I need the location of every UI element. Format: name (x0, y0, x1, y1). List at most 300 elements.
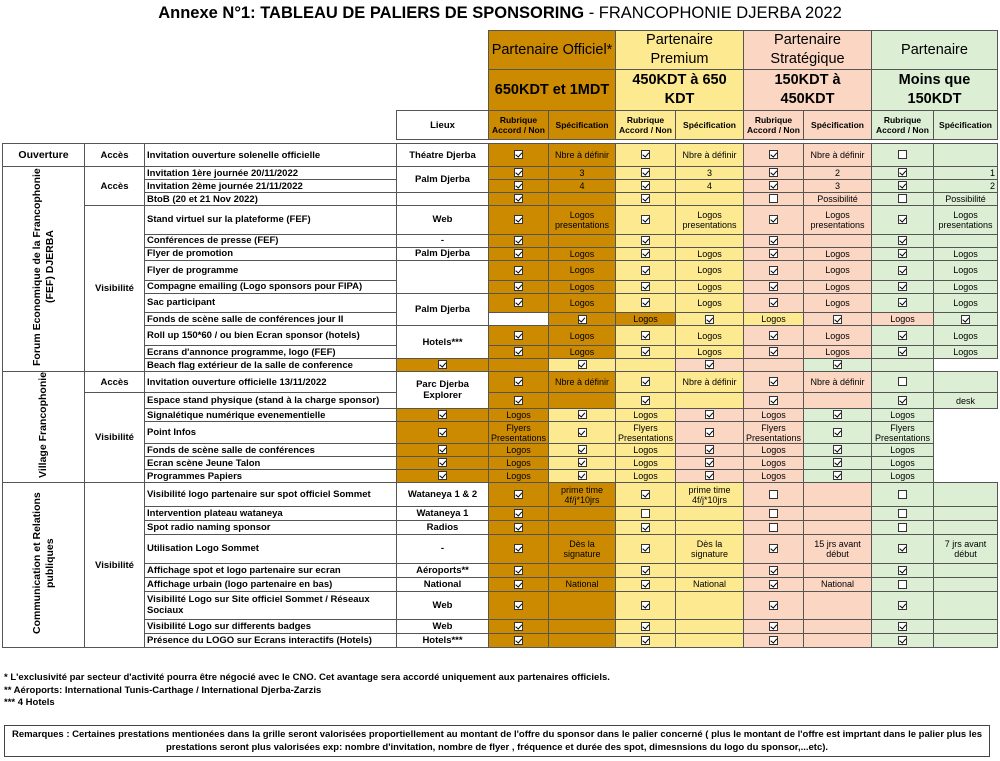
accord-checkbox[interactable] (616, 563, 676, 577)
location-cell (397, 260, 489, 293)
checked-box-icon[interactable] (578, 445, 587, 454)
item-label: Compagne emailing (Logo sponsors pour FIPA) (145, 280, 397, 293)
empty-box-icon[interactable] (641, 509, 650, 518)
accord-checkbox[interactable] (744, 393, 804, 409)
checked-box-icon[interactable] (514, 249, 523, 258)
accord-checkbox[interactable] (872, 206, 934, 235)
accord-checkbox[interactable] (549, 470, 616, 483)
accord-checkbox[interactable] (489, 634, 549, 648)
accord-checkbox[interactable] (549, 422, 616, 444)
table-row (3, 293, 998, 313)
checked-box-icon[interactable] (898, 236, 907, 245)
accord-checkbox[interactable] (744, 521, 804, 535)
checked-box-icon[interactable] (641, 282, 650, 291)
checked-box-icon[interactable] (769, 636, 778, 645)
accord-checkbox[interactable] (872, 293, 934, 313)
accord-checkbox[interactable] (744, 620, 804, 634)
accord-checkbox[interactable] (616, 346, 676, 359)
specification-cell: Logos (804, 293, 872, 313)
checked-box-icon[interactable] (514, 490, 523, 499)
accord-checkbox[interactable] (489, 260, 549, 280)
checked-box-icon[interactable] (705, 445, 714, 454)
checked-box-icon[interactable] (578, 428, 587, 437)
table-row (3, 620, 998, 634)
specification-cell: Logos (549, 326, 616, 346)
accord-checkbox[interactable] (872, 346, 934, 359)
accord-checkbox[interactable] (744, 577, 804, 591)
accord-checkbox[interactable] (489, 591, 549, 620)
specification-cell: Logos (934, 280, 998, 293)
checked-box-icon[interactable] (514, 215, 523, 224)
accord-checkbox[interactable] (872, 180, 934, 193)
accord-checkbox[interactable] (616, 634, 676, 648)
accord-checkbox[interactable] (744, 535, 804, 564)
checked-box-icon[interactable] (514, 580, 523, 589)
accord-checkbox[interactable] (489, 326, 549, 346)
accord-checkbox[interactable] (489, 507, 549, 521)
specification-cell: Logos (489, 444, 549, 457)
accord-checkbox[interactable] (872, 193, 934, 206)
checked-box-icon[interactable] (641, 636, 650, 645)
accord-checkbox[interactable] (489, 206, 549, 235)
footnote: *** 4 Hotels (4, 697, 55, 708)
accord-checkbox[interactable] (549, 313, 616, 326)
accord-checkbox[interactable] (744, 180, 804, 193)
table-row (3, 470, 998, 483)
accord-checkbox[interactable] (934, 313, 998, 326)
checked-box-icon[interactable] (641, 181, 650, 190)
accord-checkbox[interactable] (616, 393, 676, 409)
accord-checkbox[interactable] (489, 620, 549, 634)
accord-checkbox[interactable] (397, 457, 489, 470)
accord-checkbox[interactable] (804, 444, 872, 457)
tier-name-1: Partenaire Officiel* (489, 31, 616, 70)
table-row (3, 260, 998, 280)
accord-checkbox[interactable] (744, 234, 804, 247)
accord-checkbox[interactable] (616, 326, 676, 346)
empty-box-icon[interactable] (898, 490, 907, 499)
checked-box-icon[interactable] (641, 236, 650, 245)
accord-checkbox[interactable] (489, 193, 549, 206)
specification-cell (934, 620, 998, 634)
accord-checkbox[interactable] (744, 144, 804, 167)
group-label: Accès (85, 167, 145, 206)
checked-box-icon[interactable] (833, 360, 842, 369)
specification-cell: Flyers Presentations (744, 422, 804, 444)
checked-box-icon[interactable] (898, 215, 907, 224)
checked-box-icon[interactable] (833, 445, 842, 454)
empty-box-icon[interactable] (769, 523, 778, 532)
item-label: Invitation 1ère journée 20/11/2022 (145, 167, 397, 180)
checked-box-icon[interactable] (833, 428, 842, 437)
accord-checkbox[interactable] (397, 359, 489, 372)
empty-box-icon[interactable] (898, 377, 907, 386)
checked-box-icon[interactable] (769, 347, 778, 356)
checked-box-icon[interactable] (898, 168, 907, 177)
item-label: Point Infos (145, 422, 397, 444)
accord-checkbox[interactable] (489, 483, 549, 507)
table-row (3, 193, 998, 206)
accord-checkbox[interactable] (872, 507, 934, 521)
empty-box-icon[interactable] (898, 580, 907, 589)
checked-box-icon[interactable] (961, 315, 970, 324)
checked-box-icon[interactable] (898, 636, 907, 645)
checked-box-icon[interactable] (705, 471, 714, 480)
specification-cell: desk (934, 393, 998, 409)
table-row (3, 444, 998, 457)
specification-cell (804, 620, 872, 634)
accord-checkbox[interactable] (616, 577, 676, 591)
tier-name-3: Partenaire Stratégique (744, 31, 872, 70)
checked-box-icon[interactable] (769, 249, 778, 258)
accord-checkbox[interactable] (397, 422, 489, 444)
specification-cell: Nbre à définir (676, 372, 744, 393)
accord-checkbox[interactable] (676, 470, 744, 483)
checked-box-icon[interactable] (641, 622, 650, 631)
accord-checkbox[interactable] (872, 167, 934, 180)
checked-box-icon[interactable] (641, 298, 650, 307)
accord-checkbox[interactable] (616, 180, 676, 193)
accord-checkbox[interactable] (489, 563, 549, 577)
accord-checkbox[interactable] (676, 409, 744, 422)
checked-box-icon[interactable] (578, 410, 587, 419)
checked-box-icon[interactable] (641, 249, 650, 258)
checked-box-icon[interactable] (898, 347, 907, 356)
item-label: Affichage urbain (logo partenaire en bas) (145, 577, 397, 591)
checked-box-icon[interactable] (641, 331, 650, 340)
accord-checkbox[interactable] (804, 359, 872, 372)
checked-box-icon[interactable] (898, 181, 907, 190)
checked-box-icon[interactable] (514, 622, 523, 631)
checked-box-icon[interactable] (833, 410, 842, 419)
checked-box-icon[interactable] (438, 458, 447, 467)
checked-box-icon[interactable] (833, 458, 842, 467)
accord-checkbox[interactable] (489, 144, 549, 167)
checked-box-icon[interactable] (705, 315, 714, 324)
accord-checkbox[interactable] (616, 144, 676, 167)
checked-box-icon[interactable] (641, 601, 650, 610)
accord-checkbox[interactable] (549, 409, 616, 422)
specification-cell: Logos (804, 280, 872, 293)
checked-box-icon[interactable] (769, 298, 778, 307)
accord-checkbox[interactable] (616, 521, 676, 535)
checked-box-icon[interactable] (705, 360, 714, 369)
accord-checkbox[interactable] (744, 507, 804, 521)
checked-box-icon[interactable] (705, 428, 714, 437)
accord-checkbox[interactable] (872, 577, 934, 591)
accord-checkbox[interactable] (397, 444, 489, 457)
checked-box-icon[interactable] (641, 168, 650, 177)
table-row (3, 591, 998, 620)
accord-checkbox[interactable] (616, 206, 676, 235)
checked-box-icon[interactable] (705, 410, 714, 419)
accord-checkbox[interactable] (616, 293, 676, 313)
accord-checkbox[interactable] (489, 293, 549, 313)
accord-checkbox[interactable] (616, 167, 676, 180)
item-label: Intervention plateau wataneya (145, 507, 397, 521)
checked-box-icon[interactable] (769, 566, 778, 575)
accord-checkbox[interactable] (872, 326, 934, 346)
specification-cell: Logos (934, 293, 998, 313)
accord-checkbox[interactable] (676, 422, 744, 444)
item-label: Visibilité Logo sur Site officiel Sommet / Réseaux Sociaux (145, 591, 397, 620)
checked-box-icon[interactable] (769, 377, 778, 386)
accord-checkbox[interactable] (489, 280, 549, 293)
checked-box-icon[interactable] (705, 458, 714, 467)
checked-box-icon[interactable] (578, 360, 587, 369)
accord-checkbox[interactable] (744, 260, 804, 280)
specification-cell: Logos (616, 444, 676, 457)
accord-checkbox[interactable] (744, 346, 804, 359)
checked-box-icon[interactable] (769, 215, 778, 224)
specification-cell: Logos (489, 457, 549, 470)
accord-checkbox[interactable] (804, 457, 872, 470)
accord-checkbox[interactable] (744, 293, 804, 313)
checked-box-icon[interactable] (514, 266, 523, 275)
accord-checkbox[interactable] (489, 234, 549, 247)
checked-box-icon[interactable] (769, 601, 778, 610)
checked-box-icon[interactable] (641, 580, 650, 589)
checked-box-icon[interactable] (641, 266, 650, 275)
checked-box-icon[interactable] (514, 236, 523, 245)
accord-checkbox[interactable] (616, 280, 676, 293)
empty-box-icon[interactable] (898, 150, 907, 159)
accord-checkbox[interactable] (744, 372, 804, 393)
item-label: BtoB (20 et 21 Nov 2022) (145, 193, 397, 206)
accord-checkbox[interactable] (872, 144, 934, 167)
accord-checkbox[interactable] (744, 634, 804, 648)
empty-box-icon[interactable] (769, 194, 778, 203)
checked-box-icon[interactable] (641, 566, 650, 575)
checked-box-icon[interactable] (438, 471, 447, 480)
accord-checkbox[interactable] (744, 563, 804, 577)
accord-checkbox[interactable] (744, 591, 804, 620)
checked-box-icon[interactable] (641, 347, 650, 356)
checked-box-icon[interactable] (833, 471, 842, 480)
accord-checkbox[interactable] (744, 167, 804, 180)
table-row (3, 234, 998, 247)
accord-checkbox[interactable] (549, 444, 616, 457)
checked-box-icon[interactable] (769, 282, 778, 291)
accord-checkbox[interactable] (744, 326, 804, 346)
checked-box-icon[interactable] (514, 601, 523, 610)
accord-checkbox[interactable] (872, 247, 934, 260)
specification-cell (934, 591, 998, 620)
accord-checkbox[interactable] (489, 247, 549, 260)
item-label: Roll up 150*60 / ou bien Ecran sponsor (hotels) (145, 326, 397, 346)
specification-cell (934, 372, 998, 393)
accord-checkbox[interactable] (744, 193, 804, 206)
item-label: Ecrans d'annonce programme, logo (FEF) (145, 346, 397, 359)
checked-box-icon[interactable] (641, 215, 650, 224)
specification-cell (804, 521, 872, 535)
checked-box-icon[interactable] (769, 580, 778, 589)
accord-checkbox[interactable] (489, 180, 549, 193)
accord-checkbox[interactable] (676, 444, 744, 457)
checked-box-icon[interactable] (514, 331, 523, 340)
accord-checkbox[interactable] (872, 521, 934, 535)
accord-checkbox[interactable] (676, 457, 744, 470)
accord-checkbox[interactable] (616, 234, 676, 247)
checked-box-icon[interactable] (898, 396, 907, 405)
checked-box-icon[interactable] (769, 622, 778, 631)
checked-box-icon[interactable] (438, 360, 447, 369)
accord-checkbox[interactable] (616, 372, 676, 393)
checked-box-icon[interactable] (514, 347, 523, 356)
checked-box-icon[interactable] (769, 150, 778, 159)
accord-checkbox[interactable] (616, 620, 676, 634)
location-cell: National (397, 577, 489, 591)
checked-box-icon[interactable] (514, 282, 523, 291)
checked-box-icon[interactable] (641, 544, 650, 553)
checked-box-icon[interactable] (898, 249, 907, 258)
checked-box-icon[interactable] (514, 181, 523, 190)
checked-box-icon[interactable] (514, 544, 523, 553)
checked-box-icon[interactable] (898, 601, 907, 610)
specification-cell (804, 507, 872, 521)
checked-box-icon[interactable] (514, 150, 523, 159)
checked-box-icon[interactable] (514, 168, 523, 177)
table-row (3, 326, 998, 346)
checked-box-icon[interactable] (769, 168, 778, 177)
checked-box-icon[interactable] (514, 377, 523, 386)
checked-box-icon[interactable] (514, 523, 523, 532)
accord-checkbox[interactable] (872, 634, 934, 648)
accord-checkbox[interactable] (676, 313, 744, 326)
specification-header: Spécification (676, 111, 744, 140)
accord-checkbox[interactable] (872, 234, 934, 247)
table-row (3, 372, 998, 393)
specification-cell: Nbre à définir (804, 144, 872, 167)
accord-checkbox[interactable] (872, 483, 934, 507)
checked-box-icon[interactable] (769, 544, 778, 553)
checked-box-icon[interactable] (438, 445, 447, 454)
empty-box-icon[interactable] (898, 194, 907, 203)
specification-cell: Logos (804, 346, 872, 359)
accord-checkbox[interactable] (489, 577, 549, 591)
accord-checkbox[interactable] (489, 521, 549, 535)
accord-checkbox[interactable] (397, 409, 489, 422)
accord-checkbox[interactable] (616, 535, 676, 564)
empty-box-icon[interactable] (769, 509, 778, 518)
checked-box-icon[interactable] (898, 331, 907, 340)
checked-box-icon[interactable] (514, 194, 523, 203)
checked-box-icon[interactable] (898, 566, 907, 575)
accord-checkbox[interactable] (804, 422, 872, 444)
checked-box-icon[interactable] (514, 298, 523, 307)
accord-checkbox[interactable] (489, 393, 549, 409)
accord-checkbox[interactable] (872, 393, 934, 409)
empty-box-icon[interactable] (898, 509, 907, 518)
accord-checkbox[interactable] (804, 470, 872, 483)
accord-checkbox[interactable] (744, 280, 804, 293)
accord-checkbox[interactable] (872, 260, 934, 280)
accord-checkbox[interactable] (549, 457, 616, 470)
checked-box-icon[interactable] (641, 490, 650, 499)
accord-checkbox[interactable] (872, 372, 934, 393)
empty-box-icon[interactable] (769, 490, 778, 499)
table-row (3, 346, 998, 359)
accord-checkbox[interactable] (872, 563, 934, 577)
specification-cell (549, 620, 616, 634)
accord-checkbox[interactable] (489, 535, 549, 564)
accord-checkbox[interactable] (489, 372, 549, 393)
accord-checkbox[interactable] (616, 247, 676, 260)
specification-cell: Flyers Presentations (616, 422, 676, 444)
accord-checkbox[interactable] (872, 620, 934, 634)
accord-checkbox[interactable] (616, 483, 676, 507)
accord-checkbox[interactable] (676, 359, 744, 372)
checked-box-icon[interactable] (898, 266, 907, 275)
accord-checkbox[interactable] (489, 346, 549, 359)
checked-box-icon[interactable] (514, 509, 523, 518)
specification-cell: Logos (489, 409, 549, 422)
specification-cell (676, 634, 744, 648)
specification-cell (872, 359, 934, 372)
checked-box-icon[interactable] (438, 428, 447, 437)
accord-checkbox[interactable] (616, 260, 676, 280)
item-label: Programmes Papiers (145, 470, 397, 483)
checked-box-icon[interactable] (641, 396, 650, 405)
accord-checkbox[interactable] (616, 507, 676, 521)
checked-box-icon[interactable] (769, 181, 778, 190)
checked-box-icon[interactable] (641, 194, 650, 203)
accord-checkbox[interactable] (872, 535, 934, 564)
checked-box-icon[interactable] (898, 282, 907, 291)
accord-checkbox[interactable] (872, 591, 934, 620)
checked-box-icon[interactable] (898, 544, 907, 553)
accord-checkbox[interactable] (744, 206, 804, 235)
accord-checkbox[interactable] (804, 313, 872, 326)
checked-box-icon[interactable] (514, 396, 523, 405)
checked-box-icon[interactable] (833, 315, 842, 324)
rubrique-header: Rubrique Accord / Non (872, 111, 934, 140)
checked-box-icon[interactable] (641, 523, 650, 532)
accord-checkbox[interactable] (616, 591, 676, 620)
checked-box-icon[interactable] (578, 458, 587, 467)
checked-box-icon[interactable] (514, 636, 523, 645)
specification-cell: Logos (549, 280, 616, 293)
checked-box-icon[interactable] (514, 566, 523, 575)
checked-box-icon[interactable] (898, 298, 907, 307)
checked-box-icon[interactable] (578, 315, 587, 324)
accord-checkbox[interactable] (744, 483, 804, 507)
accord-checkbox[interactable] (616, 193, 676, 206)
specification-cell: Logos (872, 457, 934, 470)
empty-box-icon[interactable] (898, 523, 907, 532)
accord-checkbox[interactable] (872, 280, 934, 293)
accord-checkbox[interactable] (489, 167, 549, 180)
specification-cell: Logos (804, 260, 872, 280)
table-row (3, 247, 998, 260)
checked-box-icon[interactable] (769, 331, 778, 340)
checked-box-icon[interactable] (898, 622, 907, 631)
accord-checkbox[interactable] (804, 409, 872, 422)
accord-checkbox[interactable] (397, 470, 489, 483)
checked-box-icon[interactable] (769, 266, 778, 275)
checked-box-icon[interactable] (641, 150, 650, 159)
checked-box-icon[interactable] (438, 410, 447, 419)
tier-amount-2: 450KDT à 650 KDT (616, 70, 744, 111)
accord-checkbox[interactable] (744, 247, 804, 260)
checked-box-icon[interactable] (769, 396, 778, 405)
checked-box-icon[interactable] (578, 471, 587, 480)
specification-cell (549, 591, 616, 620)
specification-cell: Logos (549, 260, 616, 280)
checked-box-icon[interactable] (641, 377, 650, 386)
checked-box-icon[interactable] (769, 236, 778, 245)
accord-checkbox[interactable] (549, 359, 616, 372)
